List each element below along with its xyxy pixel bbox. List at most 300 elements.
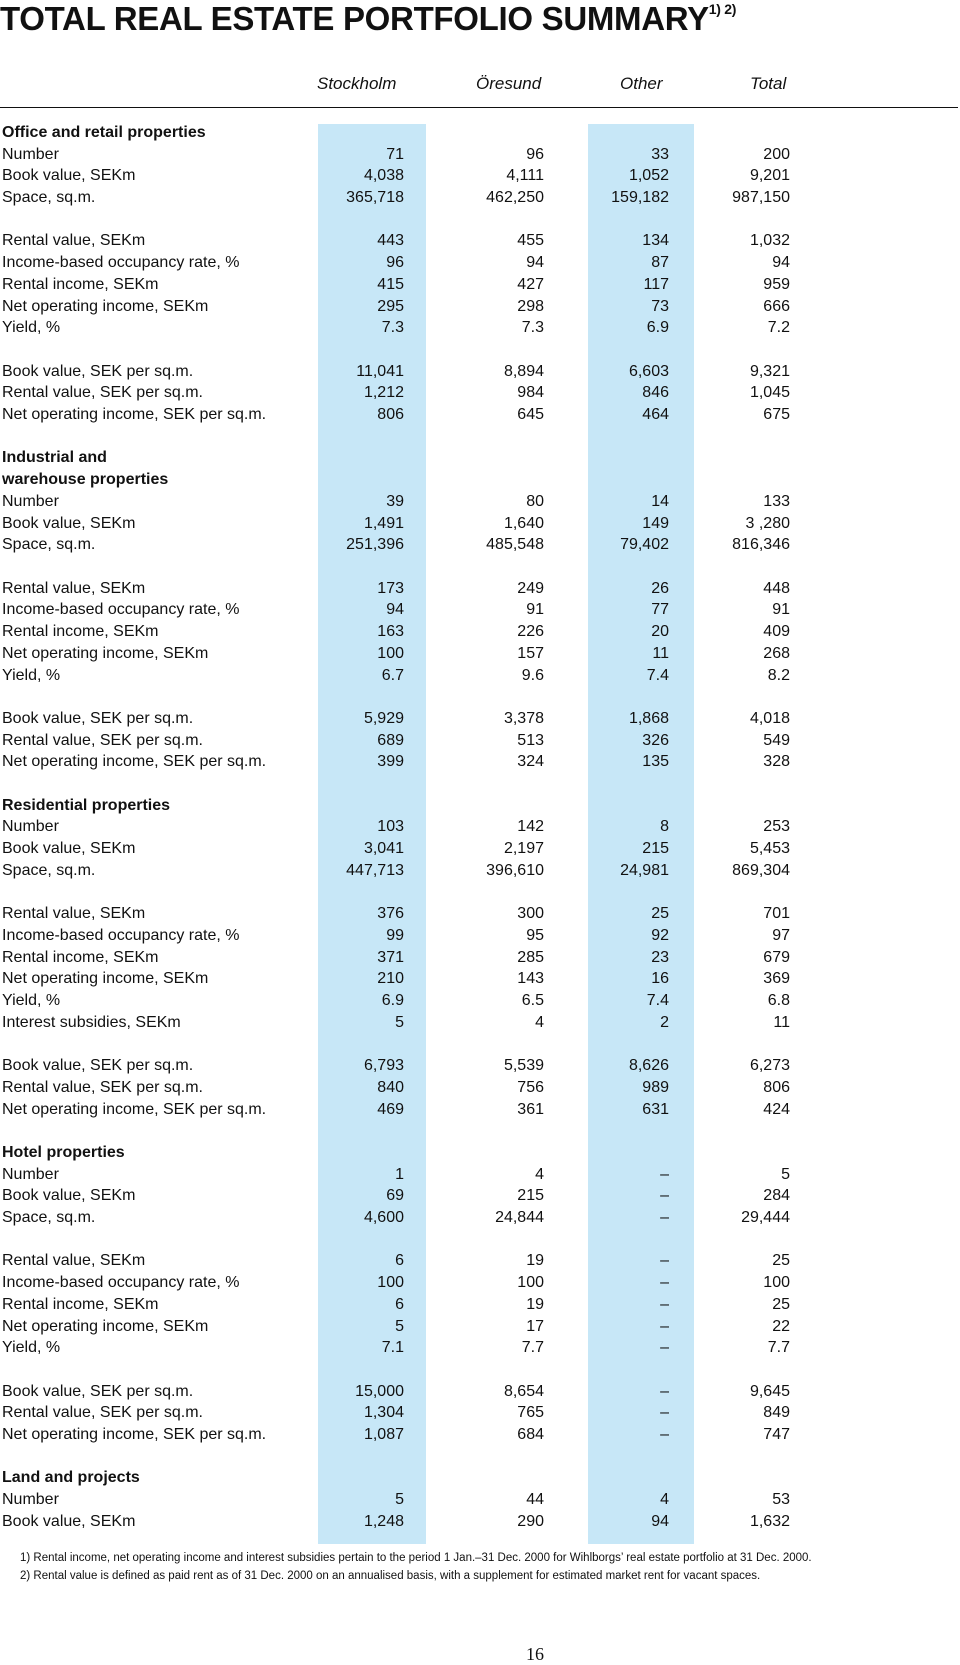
section-heading-text: warehouse properties bbox=[2, 471, 169, 488]
table-row bbox=[0, 1337, 960, 1359]
oresund-value: 143 bbox=[517, 970, 544, 987]
total-value: 91 bbox=[772, 601, 790, 618]
row-label: Rental value, SEKm bbox=[2, 1252, 146, 1269]
other-value: 1,052 bbox=[628, 167, 669, 184]
oresund-value: 684 bbox=[517, 1426, 544, 1443]
total-value: 424 bbox=[763, 1101, 790, 1118]
other-value: 7.4 bbox=[646, 992, 669, 1009]
footnote-2: 2) Rental value is defined as paid rent as of 31 Dec. 2000 on an annualised basis, with a supplement for estimated market rent for vacant spaces. bbox=[20, 1570, 761, 1582]
oresund-value: 215 bbox=[517, 1187, 544, 1204]
table-row bbox=[0, 361, 960, 383]
section-heading bbox=[0, 447, 960, 469]
other-value: 14 bbox=[651, 493, 669, 510]
total-value: 6.8 bbox=[767, 992, 790, 1009]
title-footnote-refs: 1) 2) bbox=[708, 1, 737, 17]
other-value: 2 bbox=[660, 1014, 669, 1031]
stockholm-value: 376 bbox=[377, 905, 404, 922]
row-label: Space, sq.m. bbox=[2, 189, 96, 206]
other-value: 846 bbox=[642, 384, 669, 401]
table-row bbox=[0, 1402, 960, 1424]
row-label: Space, sq.m. bbox=[2, 862, 96, 879]
other-value: 11 bbox=[652, 645, 669, 662]
oresund-value: 4,111 bbox=[506, 167, 544, 184]
stockholm-value: 365,718 bbox=[346, 189, 404, 206]
column-header-total: Total bbox=[750, 74, 787, 93]
table-row bbox=[0, 513, 960, 535]
oresund-value: 24,844 bbox=[495, 1209, 544, 1226]
stockholm-value: 1,087 bbox=[363, 1426, 404, 1443]
stockholm-value: 6.7 bbox=[381, 667, 404, 684]
stockholm-value: 6,793 bbox=[363, 1057, 404, 1074]
table-row bbox=[0, 1424, 960, 1446]
section-heading-text: Land and projects bbox=[2, 1469, 140, 1486]
other-value: 16 bbox=[651, 970, 669, 987]
other-value: 33 bbox=[651, 146, 669, 163]
oresund-value: 324 bbox=[517, 753, 544, 770]
other-value: – bbox=[660, 1426, 669, 1443]
total-value: 549 bbox=[763, 732, 790, 749]
page-number: 16 bbox=[526, 1644, 544, 1664]
stockholm-value: 6.9 bbox=[381, 992, 404, 1009]
other-value: 7.4 bbox=[646, 667, 669, 684]
total-value: 9,321 bbox=[749, 363, 790, 380]
table-row bbox=[0, 1164, 960, 1186]
row-label: Net operating income, SEKm bbox=[2, 298, 209, 315]
stockholm-value: 840 bbox=[377, 1079, 404, 1096]
stockholm-value: 251,396 bbox=[346, 536, 404, 553]
table-row bbox=[0, 296, 960, 318]
total-value: 4,018 bbox=[749, 710, 790, 727]
section-heading-text: Office and retail properties bbox=[2, 124, 206, 141]
stockholm-value: 371 bbox=[377, 949, 404, 966]
total-value: 328 bbox=[763, 753, 790, 770]
other-value: 6.9 bbox=[646, 319, 669, 336]
oresund-value: 4 bbox=[535, 1014, 544, 1031]
oresund-value: 17 bbox=[526, 1318, 544, 1335]
oresund-value: 8,894 bbox=[503, 363, 544, 380]
table-row bbox=[0, 751, 960, 773]
oresund-value: 19 bbox=[526, 1296, 544, 1313]
table-row bbox=[0, 925, 960, 947]
total-value: 7.7 bbox=[767, 1339, 790, 1356]
row-label: Rental value, SEKm bbox=[2, 580, 146, 597]
table-row bbox=[0, 1055, 960, 1077]
total-value: 747 bbox=[763, 1426, 790, 1443]
stockholm-value: 100 bbox=[377, 645, 404, 662]
other-value: 25 bbox=[651, 905, 669, 922]
total-value: 268 bbox=[763, 645, 790, 662]
table-row bbox=[0, 599, 960, 621]
oresund-value: 19 bbox=[526, 1252, 544, 1269]
oresund-value: 645 bbox=[517, 406, 544, 423]
oresund-value: 765 bbox=[517, 1404, 544, 1421]
row-label: Number bbox=[2, 818, 59, 835]
stockholm-value: 94 bbox=[386, 601, 404, 618]
total-value: 8.2 bbox=[767, 667, 790, 684]
section-heading bbox=[0, 1142, 960, 1164]
section-heading-text: Residential properties bbox=[2, 797, 171, 814]
total-value: 448 bbox=[763, 580, 790, 597]
table-row bbox=[0, 1511, 960, 1533]
other-value: – bbox=[660, 1166, 669, 1183]
row-label: Book value, SEKm bbox=[2, 1187, 136, 1204]
oresund-value: 7.3 bbox=[521, 319, 544, 336]
other-value: – bbox=[660, 1404, 669, 1421]
column-header-oresund: Öresund bbox=[476, 74, 542, 93]
row-label: Book value, SEK per sq.m. bbox=[2, 1057, 194, 1074]
row-label: Rental income, SEKm bbox=[2, 949, 159, 966]
other-value: 87 bbox=[651, 254, 669, 271]
total-value: 25 bbox=[772, 1296, 790, 1313]
stockholm-value: 1,304 bbox=[363, 1404, 404, 1421]
stockholm-value: 173 bbox=[377, 580, 404, 597]
stockholm-value: 1,491 bbox=[363, 515, 404, 532]
row-label: Yield, % bbox=[2, 319, 61, 336]
stockholm-value: 806 bbox=[377, 406, 404, 423]
total-value: 369 bbox=[763, 970, 790, 987]
other-value: 26 bbox=[651, 580, 669, 597]
stockholm-value: 71 bbox=[386, 146, 404, 163]
row-label: Net operating income, SEKm bbox=[2, 970, 209, 987]
other-value: – bbox=[660, 1383, 669, 1400]
stockholm-value: 210 bbox=[377, 970, 404, 987]
oresund-value: 5,539 bbox=[503, 1057, 544, 1074]
total-value: 284 bbox=[763, 1187, 790, 1204]
table-row bbox=[0, 1250, 960, 1272]
stockholm-value: 6 bbox=[395, 1296, 404, 1313]
total-value: 9,201 bbox=[749, 167, 790, 184]
stockholm-value: 7.1 bbox=[381, 1339, 404, 1356]
other-value: 4 bbox=[660, 1491, 669, 1508]
stockholm-value: 11,041 bbox=[356, 363, 404, 380]
stockholm-value: 15,000 bbox=[355, 1383, 404, 1400]
row-label: Rental value, SEK per sq.m. bbox=[2, 1404, 203, 1421]
row-label: Net operating income, SEKm bbox=[2, 1318, 209, 1335]
table-row bbox=[0, 404, 960, 426]
row-label: Book value, SEK per sq.m. bbox=[2, 363, 194, 380]
total-value: 133 bbox=[763, 493, 790, 510]
stockholm-value: 99 bbox=[386, 927, 404, 944]
oresund-value: 756 bbox=[517, 1079, 544, 1096]
table-row bbox=[0, 165, 960, 187]
other-value: 1,868 bbox=[628, 710, 669, 727]
row-label: Space, sq.m. bbox=[2, 536, 96, 553]
table-row bbox=[0, 1272, 960, 1294]
total-value: 959 bbox=[763, 276, 790, 293]
table-row bbox=[0, 860, 960, 882]
table-row bbox=[0, 1099, 960, 1121]
other-value: 94 bbox=[651, 1513, 669, 1530]
other-value: 92 bbox=[651, 927, 669, 944]
stockholm-value: 399 bbox=[377, 753, 404, 770]
oresund-value: 427 bbox=[517, 276, 544, 293]
other-value: 326 bbox=[642, 732, 669, 749]
table-row bbox=[0, 665, 960, 687]
stockholm-value: 4,600 bbox=[363, 1209, 404, 1226]
stockholm-value: 469 bbox=[377, 1101, 404, 1118]
row-label: Book value, SEKm bbox=[2, 167, 136, 184]
stockholm-value: 5,929 bbox=[363, 710, 404, 727]
total-value: 7.2 bbox=[767, 319, 790, 336]
table-row bbox=[0, 643, 960, 665]
oresund-value: 285 bbox=[517, 949, 544, 966]
stockholm-value: 103 bbox=[377, 818, 404, 835]
total-value: 22 bbox=[772, 1318, 790, 1335]
total-value: 6,273 bbox=[749, 1057, 790, 1074]
oresund-value: 984 bbox=[517, 384, 544, 401]
oresund-value: 9.6 bbox=[521, 667, 544, 684]
section-heading-text: Industrial and bbox=[2, 449, 107, 466]
stockholm-value: 6 bbox=[395, 1252, 404, 1269]
table-row bbox=[0, 708, 960, 730]
other-value: 135 bbox=[642, 753, 669, 770]
other-value: 631 bbox=[642, 1101, 669, 1118]
header-rule bbox=[0, 107, 958, 108]
table-row bbox=[0, 947, 960, 969]
oresund-value: 7.7 bbox=[521, 1339, 544, 1356]
row-label: Net operating income, SEK per sq.m. bbox=[2, 1101, 267, 1118]
table-row bbox=[0, 621, 960, 643]
stockholm-value: 295 bbox=[377, 298, 404, 315]
total-value: 806 bbox=[763, 1079, 790, 1096]
table-row bbox=[0, 1489, 960, 1511]
table-row bbox=[0, 144, 960, 166]
total-value: 816,346 bbox=[732, 536, 790, 553]
row-label: Net operating income, SEK per sq.m. bbox=[2, 753, 267, 770]
oresund-value: 100 bbox=[517, 1274, 544, 1291]
total-value: 94 bbox=[772, 254, 790, 271]
table-row bbox=[0, 1207, 960, 1229]
column-header-stockholm: Stockholm bbox=[317, 74, 397, 93]
oresund-value: 91 bbox=[526, 601, 544, 618]
row-label: Rental value, SEK per sq.m. bbox=[2, 1079, 203, 1096]
row-label: Rental income, SEKm bbox=[2, 1296, 159, 1313]
table-row bbox=[0, 317, 960, 339]
row-label: Net operating income, SEK per sq.m. bbox=[2, 406, 267, 423]
other-value: – bbox=[660, 1318, 669, 1335]
total-value: 29,444 bbox=[741, 1209, 790, 1226]
stockholm-value: 3,041 bbox=[363, 840, 404, 857]
oresund-value: 8,654 bbox=[503, 1383, 544, 1400]
table-row bbox=[0, 838, 960, 860]
oresund-value: 94 bbox=[526, 254, 544, 271]
other-value: – bbox=[660, 1339, 669, 1356]
total-value: 3 ,280 bbox=[745, 515, 790, 532]
table-row bbox=[0, 1381, 960, 1403]
row-label: Book value, SEKm bbox=[2, 1513, 136, 1530]
other-value: 77 bbox=[651, 601, 669, 618]
other-value: 117 bbox=[643, 276, 669, 293]
table-row bbox=[0, 1077, 960, 1099]
table-row bbox=[0, 274, 960, 296]
other-value: 6,603 bbox=[628, 363, 669, 380]
table-row bbox=[0, 1185, 960, 1207]
other-value: 79,402 bbox=[620, 536, 669, 553]
oresund-value: 361 bbox=[517, 1101, 544, 1118]
oresund-value: 485,548 bbox=[486, 536, 544, 553]
row-label: Book value, SEKm bbox=[2, 515, 136, 532]
page-title: TOTAL REAL ESTATE PORTFOLIO $SUMMARY^{1) 2)}$ bbox=[0, 0, 737, 37]
other-value: – bbox=[660, 1252, 669, 1269]
other-value: 464 bbox=[642, 406, 669, 423]
row-label: Yield, % bbox=[2, 667, 61, 684]
section-heading bbox=[0, 795, 960, 817]
row-label: Rental value, SEK per sq.m. bbox=[2, 732, 203, 749]
other-value: – bbox=[660, 1274, 669, 1291]
other-value: 134 bbox=[642, 232, 669, 249]
stockholm-value: 1 bbox=[395, 1166, 404, 1183]
oresund-value: 3,378 bbox=[503, 710, 544, 727]
row-label: Income-based occupancy rate, % bbox=[2, 927, 240, 944]
table-row bbox=[0, 491, 960, 513]
oresund-value: 80 bbox=[526, 493, 544, 510]
total-value: 869,304 bbox=[732, 862, 790, 879]
oresund-value: 249 bbox=[517, 580, 544, 597]
total-value: 1,045 bbox=[749, 384, 790, 401]
stockholm-value: 5 bbox=[395, 1014, 404, 1031]
row-label: Income-based occupancy rate, % bbox=[2, 1274, 240, 1291]
row-label: Rental value, SEK per sq.m. bbox=[2, 384, 203, 401]
stockholm-value: 443 bbox=[377, 232, 404, 249]
table-row bbox=[0, 1294, 960, 1316]
table-row bbox=[0, 382, 960, 404]
stockholm-value: 163 bbox=[377, 623, 404, 640]
oresund-value: 396,610 bbox=[486, 862, 544, 879]
stockholm-value: 7.3 bbox=[381, 319, 404, 336]
row-label: Book value, SEK per sq.m. bbox=[2, 1383, 194, 1400]
oresund-value: 300 bbox=[517, 905, 544, 922]
stockholm-value: 39 bbox=[386, 493, 404, 510]
row-label: Number bbox=[2, 1491, 59, 1508]
oresund-value: 96 bbox=[526, 146, 544, 163]
oresund-value: 462,250 bbox=[486, 189, 544, 206]
row-label: Interest subsidies, SEKm bbox=[2, 1014, 181, 1031]
row-label: Rental income, SEKm bbox=[2, 276, 159, 293]
row-label: Space, sq.m. bbox=[2, 1209, 96, 1226]
section-heading bbox=[0, 122, 960, 144]
table-row bbox=[0, 903, 960, 925]
total-value: 409 bbox=[763, 623, 790, 640]
table-row bbox=[0, 534, 960, 556]
table-row bbox=[0, 816, 960, 838]
stockholm-value: 447,713 bbox=[346, 862, 404, 879]
other-value: – bbox=[660, 1187, 669, 1204]
total-value: 1,632 bbox=[749, 1513, 790, 1530]
stockholm-value: 5 bbox=[395, 1318, 404, 1335]
section-heading bbox=[0, 469, 960, 491]
table-row bbox=[0, 990, 960, 1012]
total-value: 253 bbox=[763, 818, 790, 835]
total-value: 5,453 bbox=[749, 840, 790, 857]
oresund-value: 290 bbox=[517, 1513, 544, 1530]
total-value: 849 bbox=[763, 1404, 790, 1421]
row-label: Number bbox=[2, 1166, 59, 1183]
other-value: 20 bbox=[651, 623, 669, 640]
other-value: – bbox=[660, 1209, 669, 1226]
table-row bbox=[0, 252, 960, 274]
total-value: 666 bbox=[763, 298, 790, 315]
row-label: Number bbox=[2, 146, 59, 163]
row-label: Yield, % bbox=[2, 1339, 61, 1356]
total-value: 97 bbox=[772, 927, 790, 944]
other-value: 215 bbox=[642, 840, 669, 857]
total-value: 11 bbox=[773, 1014, 790, 1031]
oresund-value: 157 bbox=[517, 645, 544, 662]
total-value: 987,150 bbox=[732, 189, 790, 206]
total-value: 9,645 bbox=[749, 1383, 790, 1400]
table-row bbox=[0, 1316, 960, 1338]
table-row bbox=[0, 1012, 960, 1034]
stockholm-value: 4,038 bbox=[363, 167, 404, 184]
total-value: 200 bbox=[763, 146, 790, 163]
other-value: 24,981 bbox=[620, 862, 669, 879]
table-row bbox=[0, 578, 960, 600]
stockholm-value: 5 bbox=[395, 1491, 404, 1508]
oresund-value: 455 bbox=[517, 232, 544, 249]
row-label: Rental income, SEKm bbox=[2, 623, 159, 640]
other-value: 8 bbox=[660, 818, 669, 835]
stockholm-value: 1,248 bbox=[363, 1513, 404, 1530]
other-value: 8,626 bbox=[628, 1057, 669, 1074]
row-label: Book value, SEKm bbox=[2, 840, 136, 857]
total-value: 25 bbox=[772, 1252, 790, 1269]
other-value: 159,182 bbox=[611, 189, 669, 206]
oresund-value: 4 bbox=[535, 1166, 544, 1183]
stockholm-value: 1,212 bbox=[363, 384, 404, 401]
row-label: Income-based occupancy rate, % bbox=[2, 254, 240, 271]
total-value: 679 bbox=[763, 949, 790, 966]
total-value: 53 bbox=[772, 1491, 790, 1508]
stockholm-value: 69 bbox=[386, 1187, 404, 1204]
section-heading-text: Hotel properties bbox=[2, 1144, 125, 1161]
row-label: Rental value, SEKm bbox=[2, 232, 146, 249]
oresund-value: 226 bbox=[517, 623, 544, 640]
table-row bbox=[0, 730, 960, 752]
footnote-1: 1) Rental income, net operating income and interest subsidies pertain to the period 1 Jan.–31 Dec. 2000 for Wihlborgs’ real estate portfolio at 31 Dec. 2000. bbox=[20, 1552, 812, 1564]
table-row bbox=[0, 968, 960, 990]
other-value: – bbox=[660, 1296, 669, 1313]
total-value: 1,032 bbox=[749, 232, 790, 249]
oresund-value: 298 bbox=[517, 298, 544, 315]
oresund-value: 6.5 bbox=[521, 992, 544, 1009]
row-label: Income-based occupancy rate, % bbox=[2, 601, 240, 618]
stockholm-value: 415 bbox=[377, 276, 404, 293]
other-value: 23 bbox=[651, 949, 669, 966]
row-label: Yield, % bbox=[2, 992, 61, 1009]
oresund-value: 44 bbox=[526, 1491, 544, 1508]
row-label: Rental value, SEKm bbox=[2, 905, 146, 922]
other-value: 989 bbox=[642, 1079, 669, 1096]
total-value: 100 bbox=[763, 1274, 790, 1291]
row-label: Net operating income, SEK per sq.m. bbox=[2, 1426, 267, 1443]
total-value: 701 bbox=[763, 905, 790, 922]
oresund-value: 1,640 bbox=[503, 515, 544, 532]
table-row bbox=[0, 230, 960, 252]
oresund-value: 142 bbox=[517, 818, 544, 835]
row-label: Book value, SEK per sq.m. bbox=[2, 710, 194, 727]
other-value: 73 bbox=[651, 298, 669, 315]
total-value: 675 bbox=[763, 406, 790, 423]
stockholm-value: 100 bbox=[377, 1274, 404, 1291]
oresund-value: 513 bbox=[517, 732, 544, 749]
other-value: 149 bbox=[642, 515, 669, 532]
stockholm-value: 689 bbox=[377, 732, 404, 749]
total-value: 5 bbox=[781, 1166, 790, 1183]
row-label: Net operating income, SEKm bbox=[2, 645, 209, 662]
column-header-other: Other bbox=[620, 74, 663, 93]
oresund-value: 95 bbox=[526, 927, 544, 944]
table-row bbox=[0, 187, 960, 209]
